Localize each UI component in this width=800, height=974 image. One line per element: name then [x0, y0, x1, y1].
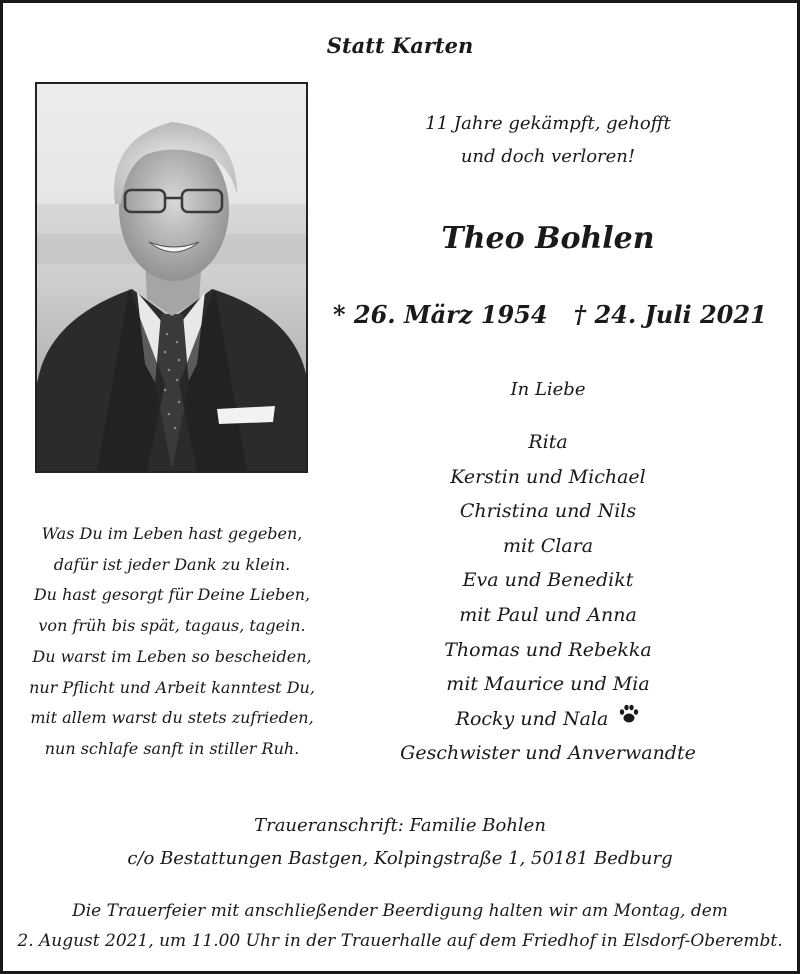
mourner-line: mit Paul und Anna: [459, 603, 637, 626]
death-date: † 24. Juli 2021: [573, 300, 767, 329]
portrait-illustration: [37, 84, 306, 471]
address-line: c/o Bestattungen Bastgen, Kolpingstraße 1, 50181 Bedburg: [127, 848, 673, 869]
poem-line: Du warst im Leben so bescheiden,: [32, 646, 312, 666]
ceremony-line: 2. August 2021, um 11.00 Uhr in der Trauerhalle auf dem Friedhof in Elsdorf-Oberembt.: [17, 931, 783, 951]
mourner-line: Geschwister und Anverwandte: [400, 742, 696, 765]
quote-line: 11 Jahre gekämpft, gehofft: [425, 113, 671, 134]
birth-date: * 26. März 1954: [333, 300, 548, 329]
poem-line: von früh bis spät, tagaus, tagein.: [38, 616, 306, 636]
deceased-name: Theo Bohlen: [441, 221, 655, 256]
poem-line: Du hast gesorgt für Deine Lieben,: [33, 585, 311, 605]
mourning-address: [3, 809, 797, 875]
mourner-line: Christina und Nils: [459, 500, 637, 523]
mourner-line: mit Clara: [502, 534, 594, 557]
header-title: Statt Karten: [326, 33, 474, 58]
quote-line: und doch verloren!: [460, 146, 636, 167]
top-quote: [363, 107, 733, 173]
mourner-line: Eva und Benedikt: [462, 569, 634, 592]
poem-line: nun schlafe sanft in stiller Ruh.: [44, 738, 300, 758]
mourner-line-pets: [363, 702, 733, 737]
ceremony-line: Die Trauerfeier mit anschließender Beerdigung halten wir am Montag, dem: [72, 901, 728, 921]
paw-print-icon: [618, 702, 640, 737]
poem-line: dafür ist jeder Dank zu klein.: [53, 554, 291, 574]
pets-label: Rocky und Nala: [455, 707, 609, 730]
mourner-line: mit Maurice und Mia: [446, 673, 650, 696]
mourners-list: [363, 425, 733, 771]
poem-line: Was Du im Leben hast gegeben,: [41, 524, 303, 543]
funeral-ceremony-info: [3, 896, 797, 956]
mourner-line: Kerstin und Michael: [450, 465, 646, 488]
poem-line: mit allem warst du stets zufrieden,: [30, 708, 314, 728]
address-line: Traueranschrift: Familie Bohlen: [254, 815, 546, 836]
portrait-photo: [35, 82, 308, 473]
mourner-line: Rita: [528, 431, 568, 453]
in-love-label: In Liebe: [510, 379, 586, 400]
mourner-line: Thomas und Rebekka: [444, 638, 652, 661]
life-dates: [333, 300, 767, 329]
poem-line: nur Pflicht und Arbeit kanntest Du,: [29, 677, 315, 697]
memorial-poem: [27, 519, 317, 765]
